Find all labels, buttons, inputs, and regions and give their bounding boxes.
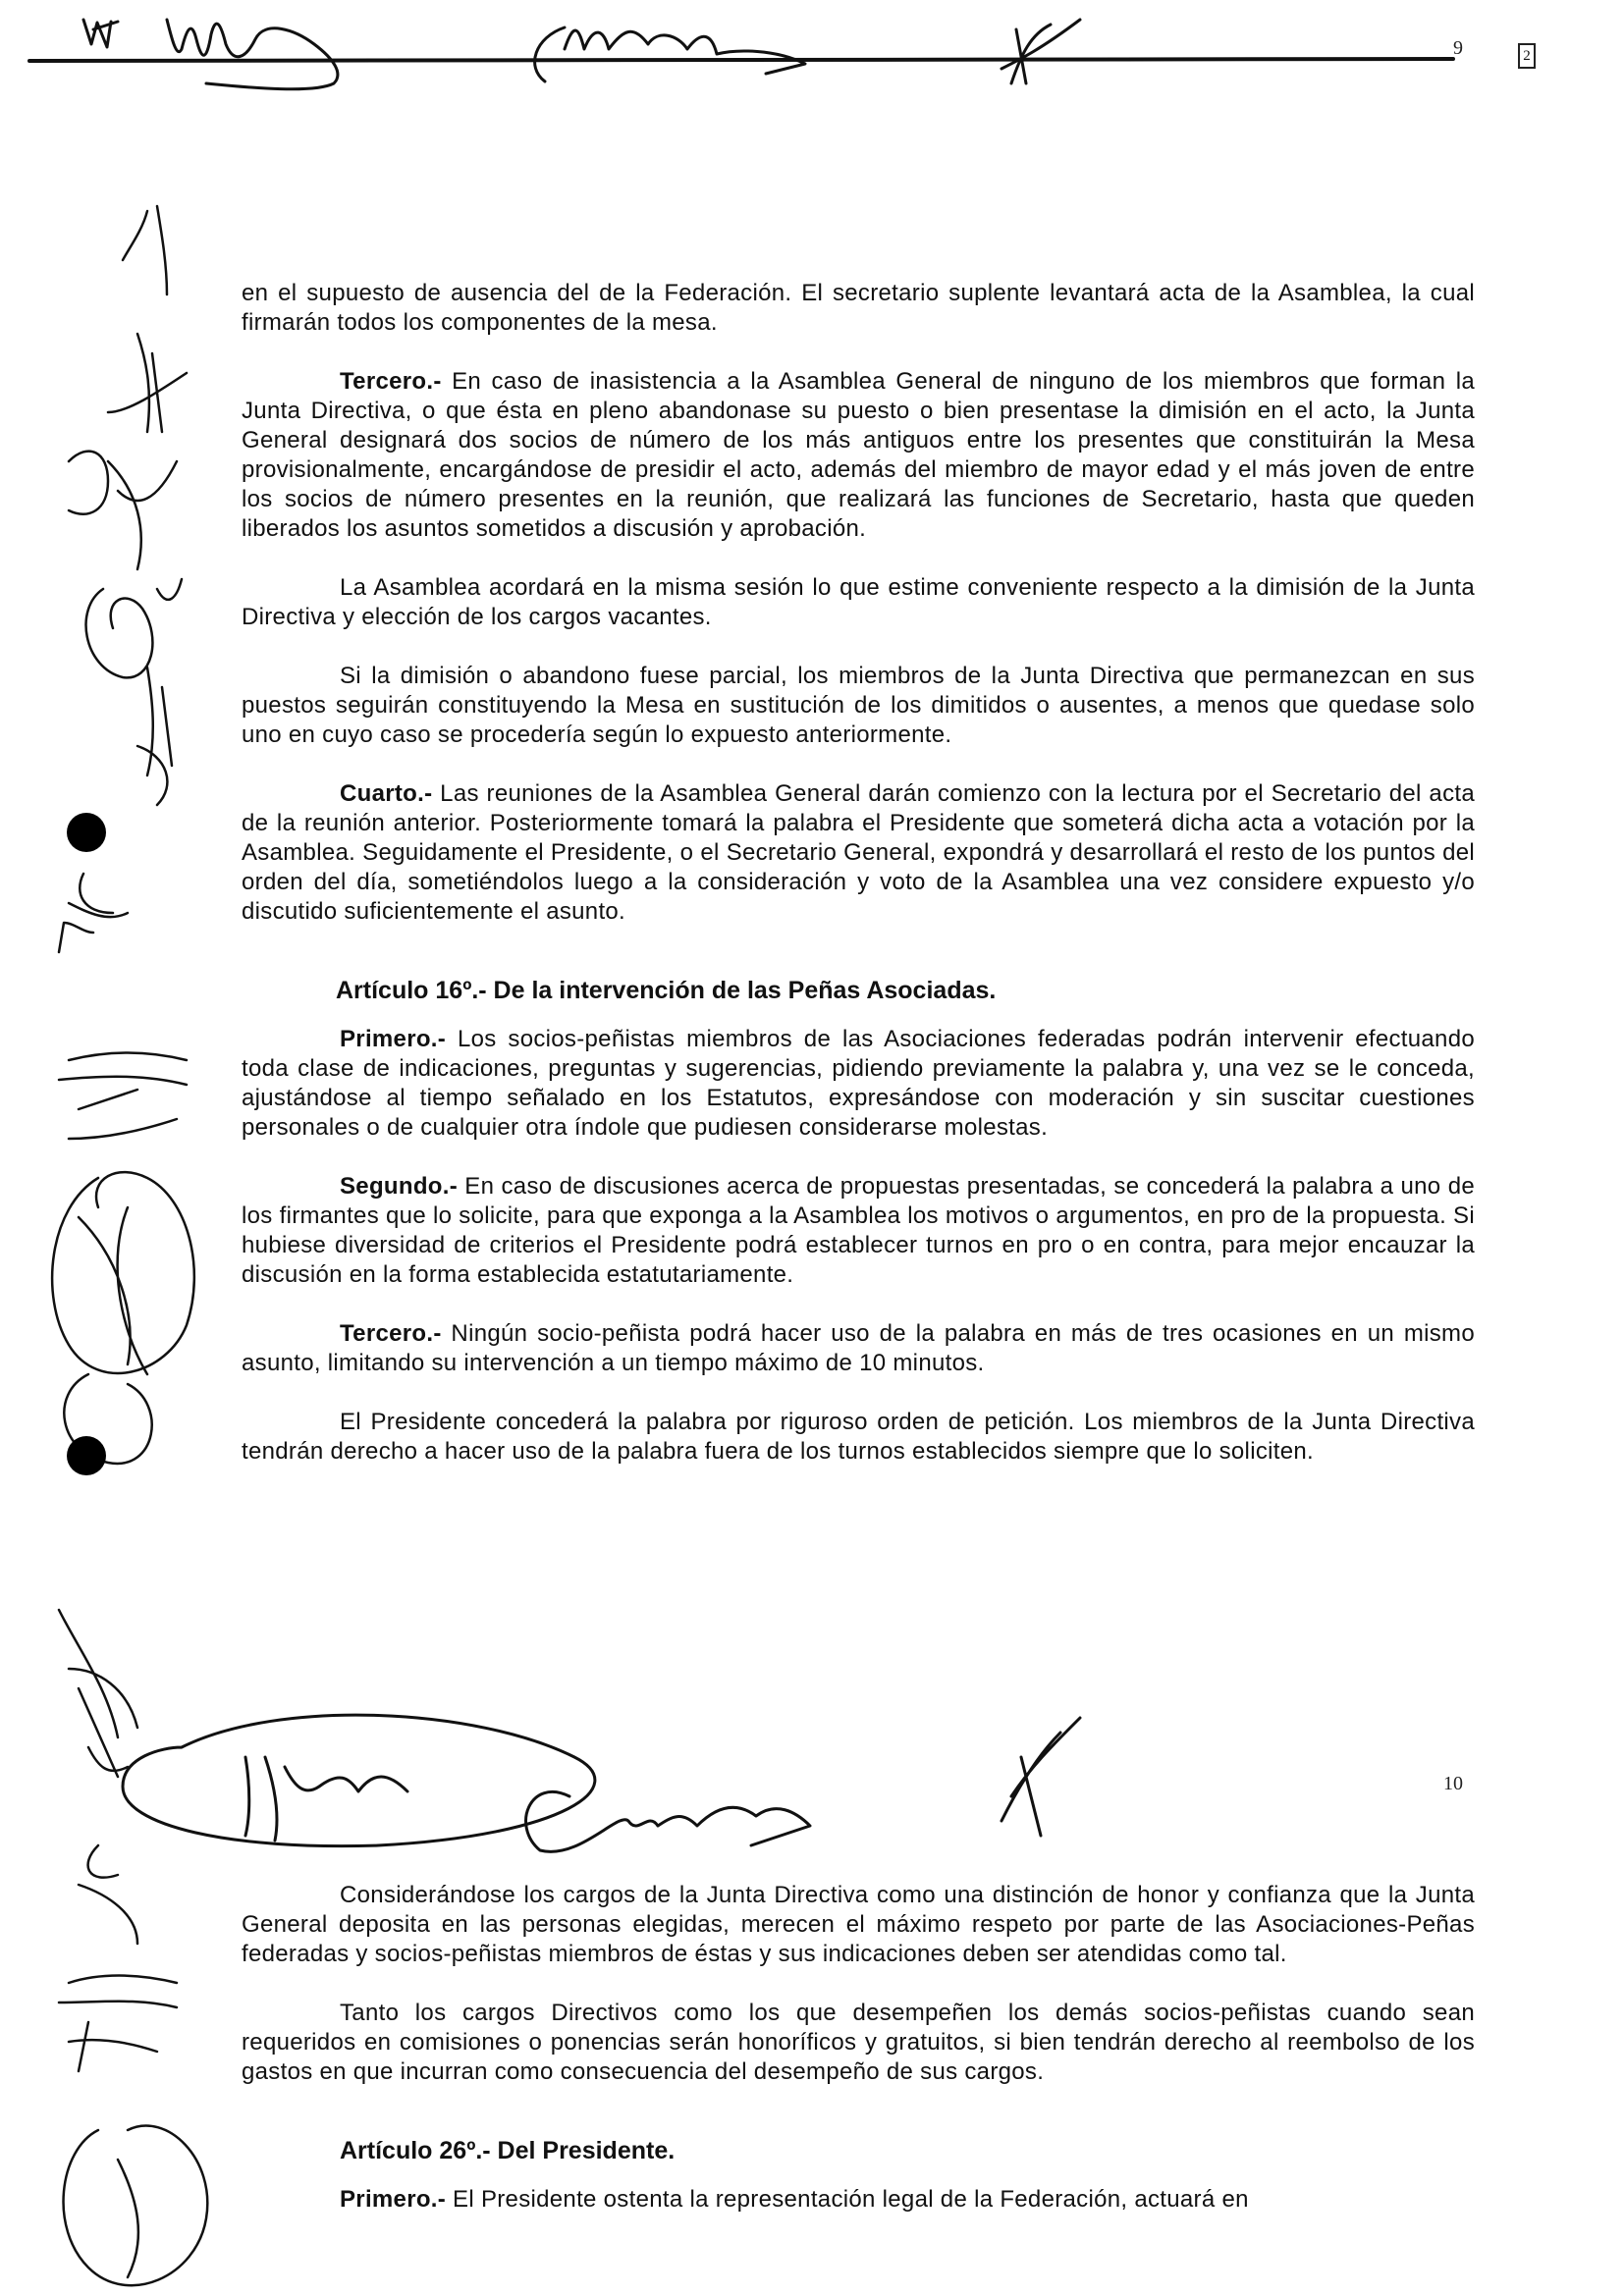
paragraph-primero-presidente (242, 2185, 1475, 2215)
paragraph-segundo (242, 1172, 1475, 1290)
paragraph-tercero (242, 367, 1475, 544)
box-number: 2 (1518, 43, 1536, 69)
bottom-signatures (123, 1715, 1080, 1851)
punch-hole-bottom (67, 1436, 106, 1475)
paragraph-tercero-2 (242, 1319, 1475, 1378)
paragraph-body: Ningún socio-peñista podrá hacer uso de la palabra en más de tres ocasiones en un mismo asunto, limitando su intervención a un tiempo máximo de 10 minutos. (242, 1320, 1475, 1376)
paragraph-body: En caso de discusiones acerca de propuestas presentadas, se concederá la palabra a uno de los firmantes que lo solicite, para que exponga a la Asamblea los motivos o argumentos, en pro de la propuesta. Si hubiese diversidad de criterios el Presidente podrá establecer turnos en pro o en contra, para mejor encauzar la discusión en la forma establecida estatutariamente. (242, 1173, 1475, 1288)
paragraph-dimision: Si la dimisión o abandono fuese parcial, los miembros de la Junta Directiva que permanezcan en sus puestos seguirán constituyendo la Mesa en sustitución de los dimitidos o ausentes, a menos que quedase solo uno en cuyo caso se procedería según lo expuesto anteriormente. (242, 663, 1475, 748)
paragraph-cargos-honor: Considerándose los cargos de la Junta Directiva como una distinción de honor y confianza que la Junta General deposita en las personas elegidas, merecen el máximo respeto por parte de las Asociaciones-Peñas federadas y socios-peñistas miembros de éstas y sus indicaciones deben ser atendidas como tal. (242, 1882, 1475, 1967)
paragraph-continuation: en el supuesto de ausencia del de la Federación. El secretario suplente levantará acta de la Asamblea, la cual firmarán todos los componentes de la mesa. (242, 280, 1475, 336)
margin-signatures (52, 206, 207, 2285)
paragraph-lead: Primero.- (340, 1026, 447, 1052)
paragraph-cargos-gratuitos: Tanto los cargos Directivos como los que desempeñen los demás socios-peñistas cuando sean requeridos en comisiones o ponencias serán honoríficos y gratuitos, si bien tendrán derecho al reembolso de los gastos en que incurran como consecuencia del desempeño de sus cargos. (242, 2000, 1475, 2085)
punch-hole-top (67, 813, 106, 852)
paragraph-body: En caso de inasistencia a la Asamblea General de ninguno de los miembros que forman la Junta Directiva, o que ésta en pleno abandonase su puesto o bien presentase la dimisión en el acto, la Junta General designará dos socios de número de los más antiguos entre los presentes que constituirán la Mesa provisionalmente, encargándose de presidir el acto, además del miembro de mayor edad y el más joven de entre los socios de número presentes en la reunión, que realizará las funciones de Secretario, hasta que queden liberados los asuntos sometidos a discusión y aprobación. (242, 368, 1475, 542)
paragraph-cuarto (242, 779, 1475, 927)
article-26-heading: Artículo 26º.- Del Presidente. (340, 2137, 676, 2164)
paragraph-asamblea: La Asamblea acordará en la misma sesión lo que estime conveniente respecto a la dimisión de la Junta Directiva y elección de los cargos vacantes. (242, 574, 1475, 630)
page-number-top: 9 (1453, 37, 1463, 59)
page-number-bottom: 10 (1443, 1773, 1463, 1794)
article-16-heading: Artículo 16º.- De la intervención de las Peñas Asociadas. (336, 977, 997, 1004)
paragraph-lead: Primero.- (340, 2186, 447, 2213)
upper-text-section (242, 279, 1475, 1467)
lower-text-section (242, 1881, 1475, 2215)
top-signatures (29, 20, 1453, 89)
paragraph-presidente-palabra: El Presidente concederá la palabra por riguroso orden de petición. Los miembros de la Junta Directiva tendrán derecho a hacer uso de la palabra fuera de los turnos establecidos siempre que lo soliciten. (242, 1409, 1475, 1465)
paragraph-primero (242, 1025, 1475, 1143)
paragraph-lead: Tercero.- (340, 1320, 442, 1347)
paragraph-body: Las reuniones de la Asamblea General darán comienzo con la lectura por el Secretario del acta de la reunión anterior. Posteriormente tomará la palabra el Presidente que someterá dicha acta a votación por la Asamblea. Seguidamente el Presidente, o el Secretario General, expondrá y desarrollará el resto de los puntos del orden del día, sometiéndolos luego a la consideración y voto de la Asamblea una vez considere expuesto y/o discutido suficientemente el asunto. (242, 780, 1475, 925)
paragraph-lead: Cuarto.- (340, 780, 433, 807)
paragraph-body: Los socios-peñistas miembros de las Asociaciones federadas podrán intervenir efectuando toda clase de indicaciones, preguntas y sugerencias, pidiendo previamente la palabra y, una vez se le conceda, ajustándose al tiempo señalado en los Estatutos, expresándose con moderación y sin suscitar cuestiones personales o de cualquier otra índole que pudiesen considerarse molestas. (242, 1026, 1475, 1141)
paragraph-lead: Segundo.- (340, 1173, 459, 1200)
paragraph-body: El Presidente ostenta la representación legal de la Federación, actuará en (446, 2186, 1249, 2213)
paragraph-lead: Tercero.- (340, 368, 442, 395)
